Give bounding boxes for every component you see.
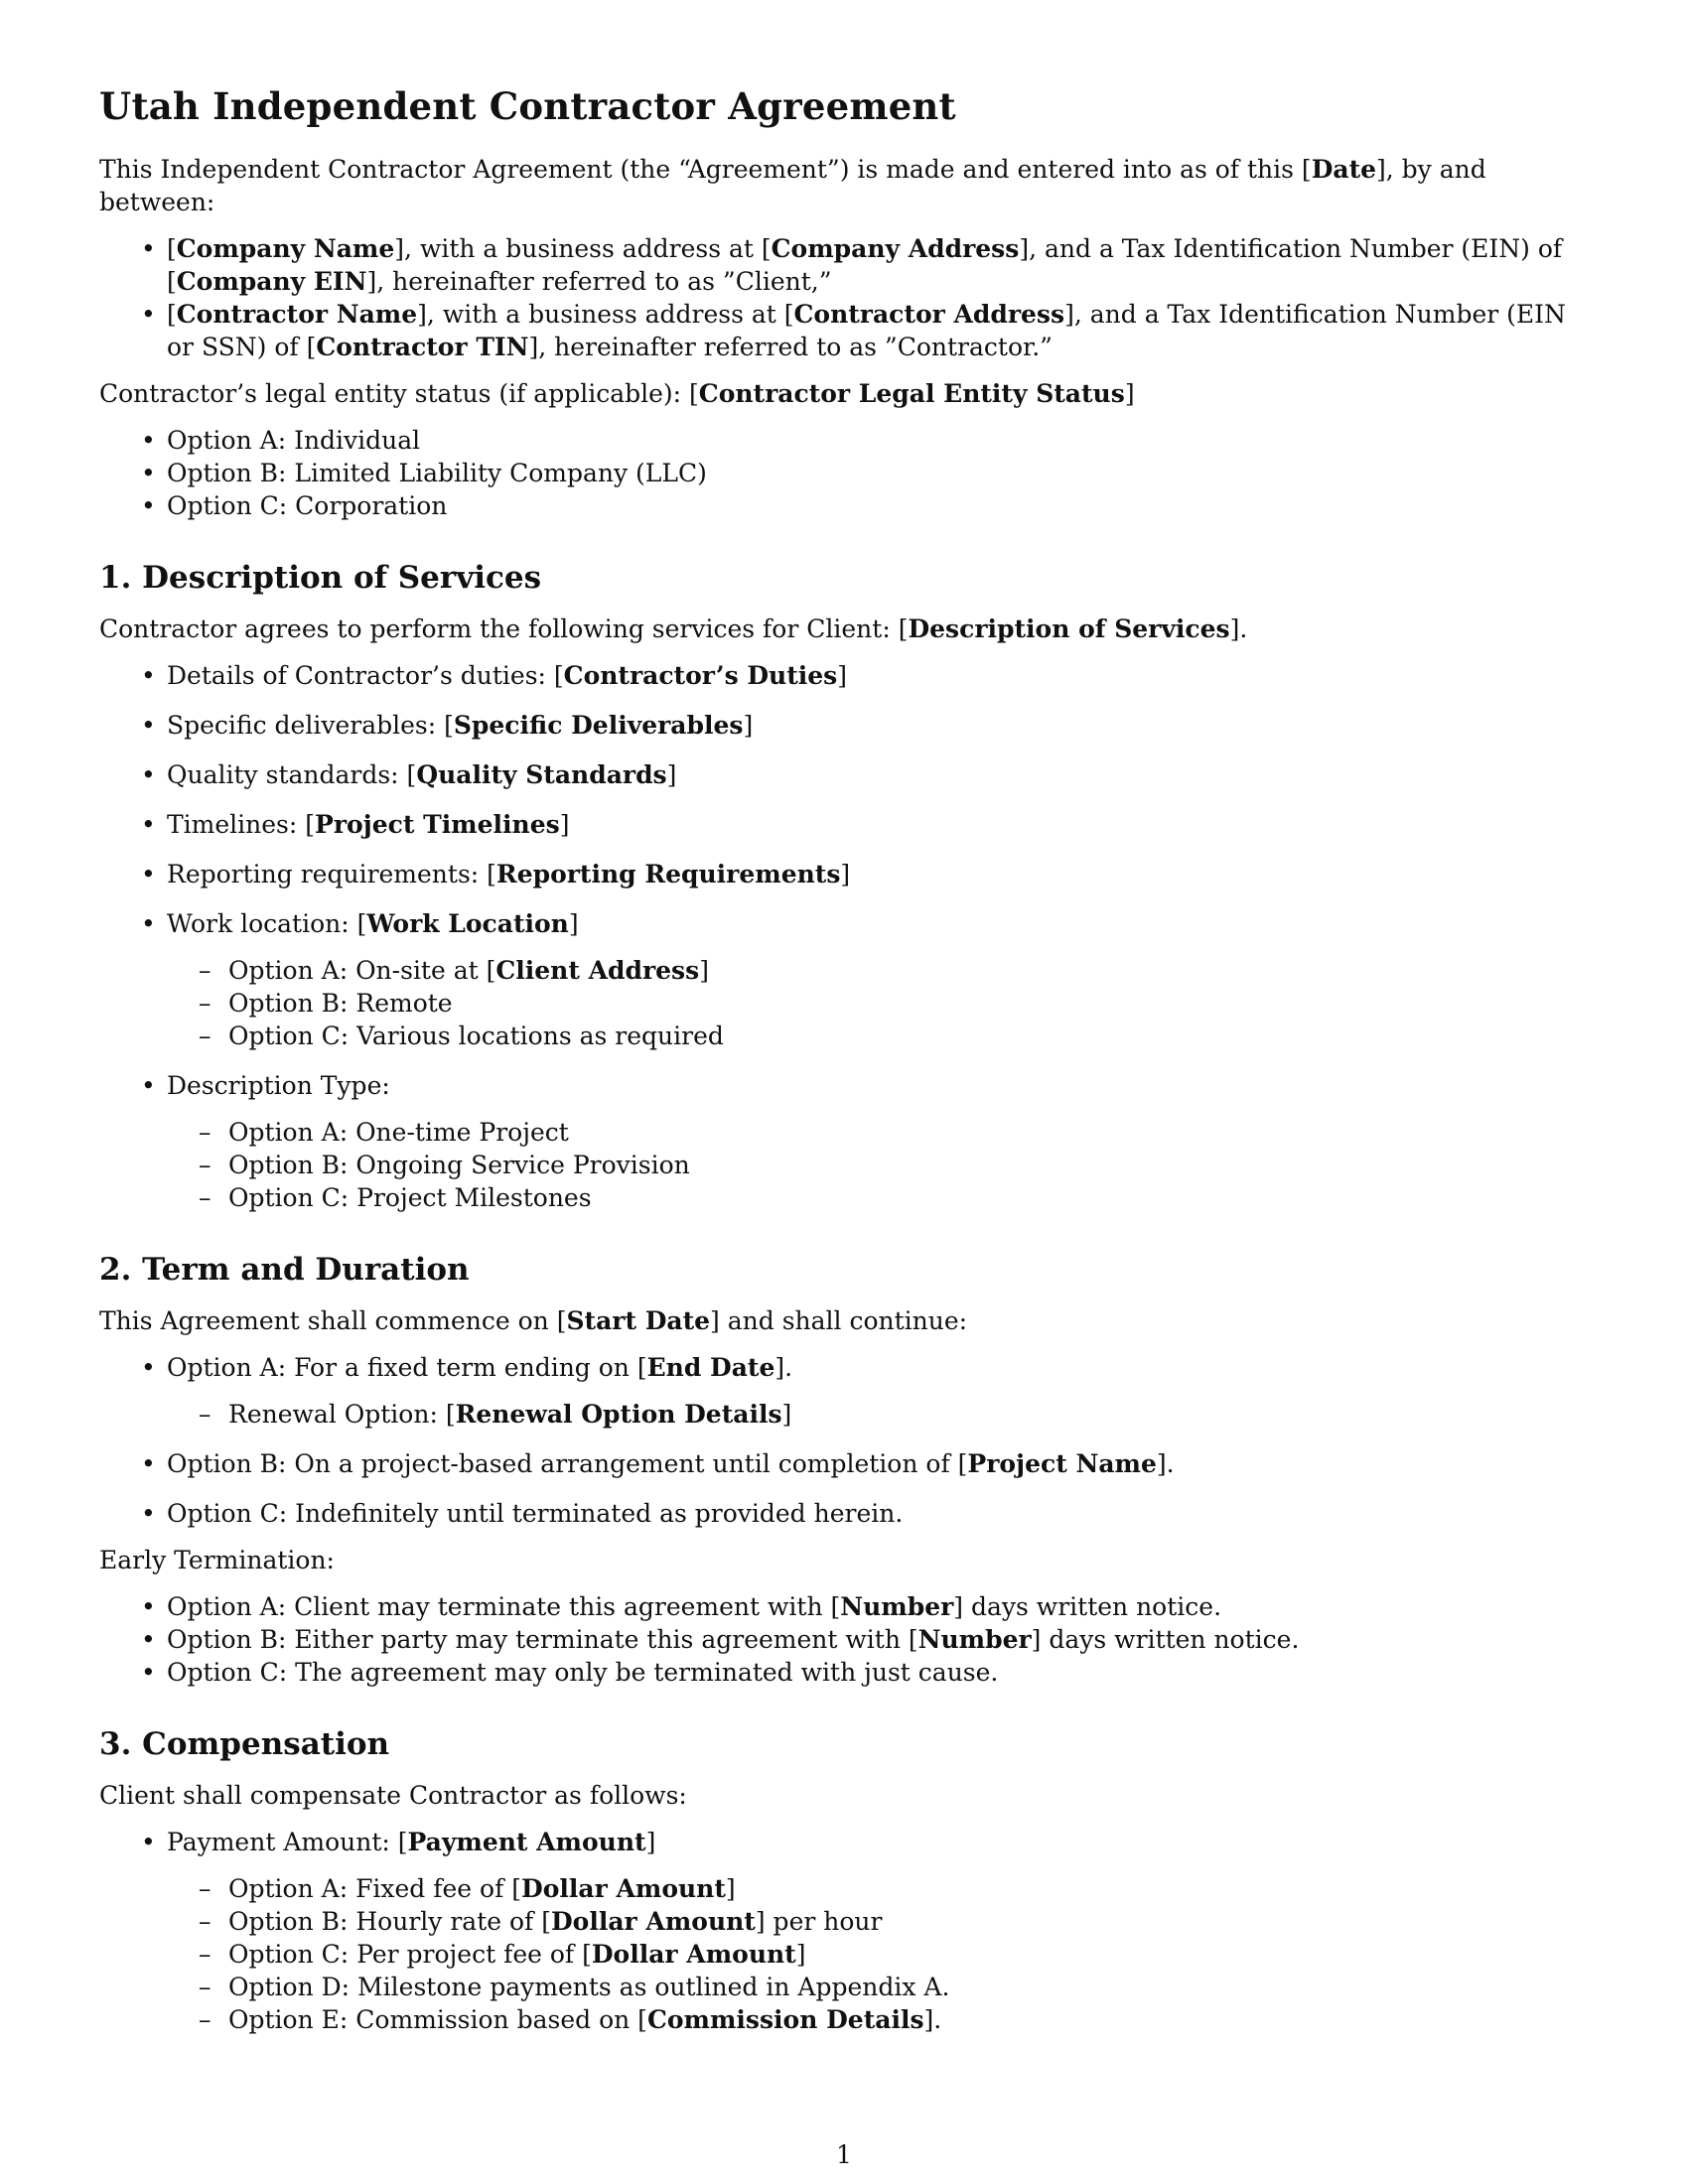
payment-options [167, 1872, 1589, 2036]
list-item: • Details of Contractor’s duties: [Contractor’s Duties] [167, 659, 1589, 692]
list-item: – Option B: Hourly rate of [Dollar Amount] per hour [228, 1905, 1589, 1938]
entity-options-list [99, 424, 1589, 522]
document-page [99, 83, 1589, 2050]
section-heading-services: 1. Description of Services [99, 560, 542, 596]
section-heading-term: 2. Term and Duration [99, 1252, 470, 1288]
list-item: • Option C: The agreement may only be terminated with just cause. [167, 1656, 1589, 1689]
list-item: – Option C: Per project fee of [Dollar Amount] [228, 1938, 1589, 1971]
list-item: • Specific deliverables: [Specific Deliverables] [167, 709, 1589, 742]
work-location-options [167, 954, 1589, 1052]
list-item: – Option C: Various locations as required [228, 1020, 1589, 1052]
parties-list [99, 232, 1589, 363]
intro-paragraph: This Independent Contractor Agreement (the “Agreement”) is made and entered into as of this [Date], by and between: [99, 155, 1486, 216]
renewal-option-list [167, 1398, 1589, 1431]
document-title: Utah Independent Contractor Agreement [99, 84, 956, 128]
term-options-list [99, 1351, 1589, 1530]
party-client: • [Company Name], with a business address at [Company Address], and a Tax Identification Number (EIN) of [Company EIN], hereinafter referred to as ”Client,” [167, 232, 1589, 298]
list-item: – Option A: On-site at [Client Address] [228, 954, 1589, 987]
date-placeholder: Date [1311, 155, 1377, 184]
services-intro: Contractor agrees to perform the following services for Client: [Description of Services]. [99, 614, 1248, 643]
entity-status-line: Contractor’s legal entity status (if applicable): [Contractor Legal Entity Status] [99, 379, 1135, 408]
description-type-options [167, 1116, 1589, 1214]
compensation-list [99, 1826, 1589, 2036]
list-item: • Work location: [Work Location] – Option A: On-site at [Client Address] – Option B: Remote – Option C: Various locations as required [167, 907, 1589, 1052]
list-item: • Reporting requirements: [Reporting Requirements] [167, 858, 1589, 890]
list-item: • Timelines: [Project Timelines] [167, 808, 1589, 841]
list-item: • Payment Amount: [Payment Amount] – Option A: Fixed fee of [Dollar Amount] – Option B: Hourly rate of [Dollar Amount] per hour – Option C: Per project fee of [Dollar Amount] – Option D: Milestone payments as outlined in Appendix A. – Option E: Commission based on [Commission Details]. [167, 1826, 1589, 2036]
compensation-intro: Client shall compensate Contractor as follows: [99, 1781, 687, 1810]
list-item: • Option C: Corporation [167, 489, 1589, 522]
list-item: • Option C: Indefinitely until terminated as provided herein. [167, 1497, 1589, 1530]
page-number: 1 [836, 2140, 852, 2169]
list-item: – Option C: Project Milestones [228, 1181, 1589, 1214]
list-item: • Option B: On a project-based arrangement until completion of [Project Name]. [167, 1447, 1589, 1480]
list-item: • Option B: Limited Liability Company (LLC) [167, 457, 1589, 489]
list-item: • Quality standards: [Quality Standards] [167, 758, 1589, 791]
list-item: – Option E: Commission based on [Commission Details]. [228, 2003, 1589, 2036]
services-list [99, 659, 1589, 1214]
list-item: – Option A: One-time Project [228, 1116, 1589, 1149]
list-item: • Option A: Individual [167, 424, 1589, 457]
section-heading-compensation: 3. Compensation [99, 1726, 390, 1762]
list-item: – Option D: Milestone payments as outlined in Appendix A. [228, 1971, 1589, 2003]
term-intro: This Agreement shall commence on [Start Date] and shall continue: [99, 1306, 968, 1335]
list-item: • Option A: Client may terminate this agreement with [Number] days written notice. [167, 1590, 1589, 1623]
party-contractor: • [Contractor Name], with a business address at [Contractor Address], and a Tax Identification Number (EIN or SSN) of [Contractor TIN], hereinafter referred to as ”Contractor.” [167, 298, 1589, 363]
list-item: – Option B: Ongoing Service Provision [228, 1149, 1589, 1181]
list-item: – Renewal Option: [Renewal Option Details] [228, 1398, 1589, 1431]
list-item: • Option B: Either party may terminate this agreement with [Number] days written notice. [167, 1623, 1589, 1656]
list-item: • Description Type: – Option A: One-time Project – Option B: Ongoing Service Provision – Option C: Project Milestones [167, 1069, 1589, 1214]
list-item: • Option A: For a fixed term ending on [End Date]. – Renewal Option: [Renewal Option Details] [167, 1351, 1589, 1431]
early-termination-list [99, 1590, 1589, 1689]
list-item: – Option A: Fixed fee of [Dollar Amount] [228, 1872, 1589, 1905]
early-termination-label: Early Termination: [99, 1546, 335, 1574]
list-item: – Option B: Remote [228, 987, 1589, 1020]
